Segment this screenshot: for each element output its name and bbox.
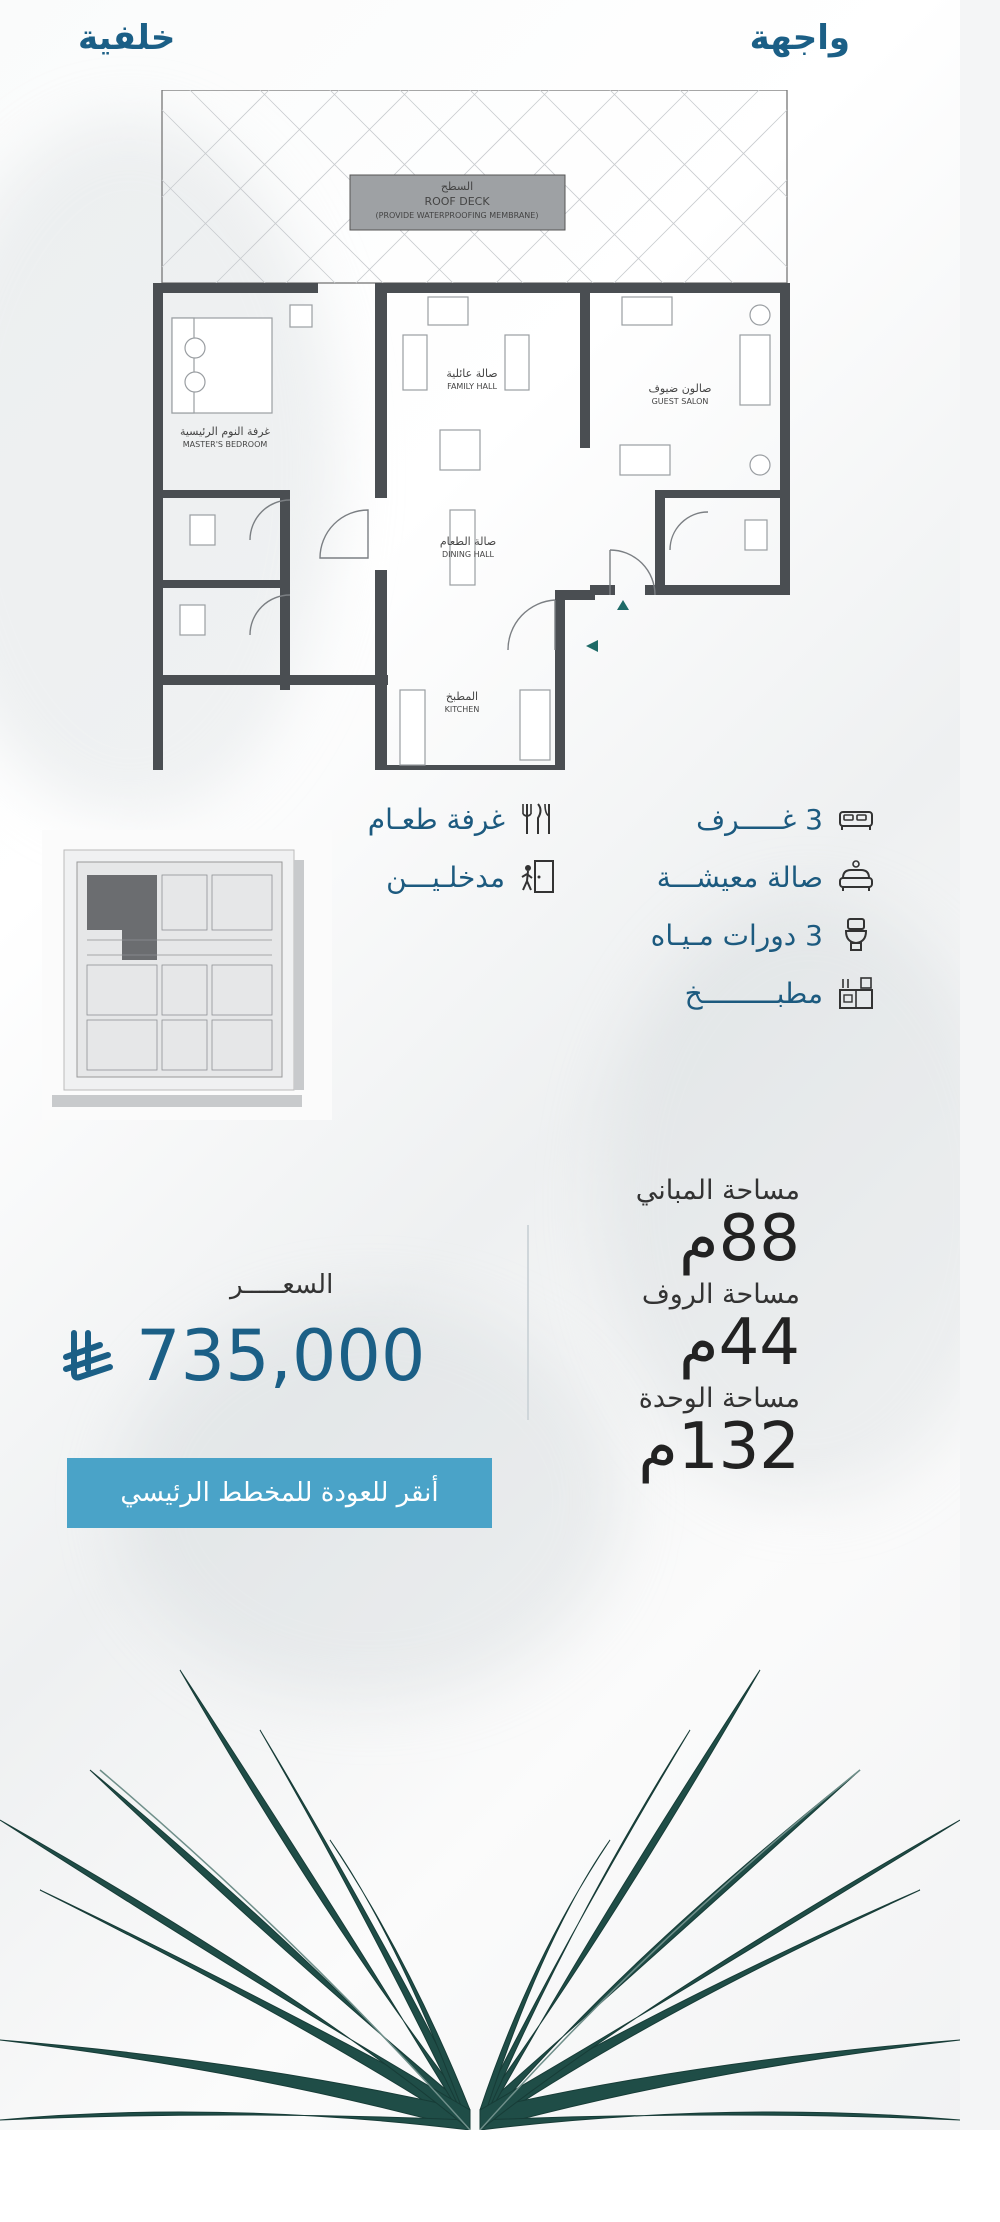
roof-deck-note: (PROVIDE WATERPROOFING MEMBRANE) — [375, 211, 539, 220]
price-display — [60, 1315, 425, 1397]
palm-leaves-decoration — [0, 1640, 960, 2130]
roof-area-label: مساحة الروف — [641, 1279, 800, 1311]
site-key-plan — [42, 830, 332, 1120]
feature-living-label: صالة معيشـــة — [656, 860, 823, 894]
feature-rooms — [696, 800, 875, 838]
page-edge — [960, 0, 1000, 2222]
building-area-value: 88م — [678, 1202, 800, 1276]
toilet-icon — [837, 916, 875, 954]
dining-hall-en: DINING HALL — [442, 550, 494, 559]
master-bedroom-en: MASTER'S BEDROOM — [182, 440, 268, 449]
feature-entrances-label: مدخلـيـــن — [386, 860, 505, 894]
roof-deck-ar: السطح — [440, 180, 474, 193]
back-to-master-plan-button[interactable]: أنقر للعودة للمخطط الرئيسي — [67, 1458, 492, 1528]
price-value: 735,000 — [136, 1315, 426, 1397]
feature-dining — [368, 800, 557, 838]
kitchen-ar: المطبخ — [445, 690, 479, 703]
unit-area-label: مساحة الوحدة — [638, 1383, 800, 1415]
kitchen-icon — [837, 974, 875, 1012]
roof-area-value: 44م — [678, 1306, 800, 1381]
feature-rooms-label: 3 غـــــرف — [696, 802, 823, 836]
front-elevation-label[interactable]: واجهة — [749, 18, 850, 58]
unit-area-value: 132م — [638, 1410, 800, 1485]
roof-deck-en: ROOF DECK — [424, 195, 490, 208]
sofa-icon — [837, 858, 875, 896]
area-stats — [500, 1175, 800, 1485]
features-list — [315, 800, 875, 1030]
feature-kitchen-label: مطبـــــــــخ — [684, 976, 823, 1010]
saudi-riyal-icon — [60, 1329, 118, 1383]
price-label: السعـــــر — [230, 1270, 334, 1300]
stats-divider — [527, 1225, 529, 1420]
building-area-label: مساحة المباني — [635, 1175, 800, 1206]
dining-hall-ar: صالة الطعام — [439, 535, 497, 548]
bed-icon — [837, 800, 875, 838]
feature-bathrooms-label: 3 دورات مـيـاه — [650, 918, 823, 952]
feature-dining-label: غرفة طعـام — [367, 802, 505, 836]
door-icon — [519, 858, 557, 896]
back-elevation-label[interactable]: خلفية — [78, 18, 176, 58]
cutlery-icon — [519, 800, 557, 838]
entrance-marker-icon — [617, 600, 629, 610]
feature-bathrooms — [651, 916, 875, 954]
guest-salon-ar: صالون ضيوف — [648, 382, 712, 395]
feature-living — [657, 858, 875, 896]
entrance-marker-icon — [586, 640, 598, 652]
floor-plan — [150, 90, 795, 770]
family-hall-ar: صالة عائلية — [446, 367, 498, 380]
feature-entrances — [386, 858, 557, 896]
kitchen-en: KITCHEN — [444, 705, 480, 714]
guest-salon-en: GUEST SALON — [651, 397, 709, 406]
feature-kitchen — [685, 974, 875, 1012]
master-bedroom-ar: غرفة النوم الرئيسية — [179, 425, 271, 438]
family-hall-en: FAMILY HALL — [447, 382, 497, 391]
page-bottom — [0, 2130, 1000, 2222]
